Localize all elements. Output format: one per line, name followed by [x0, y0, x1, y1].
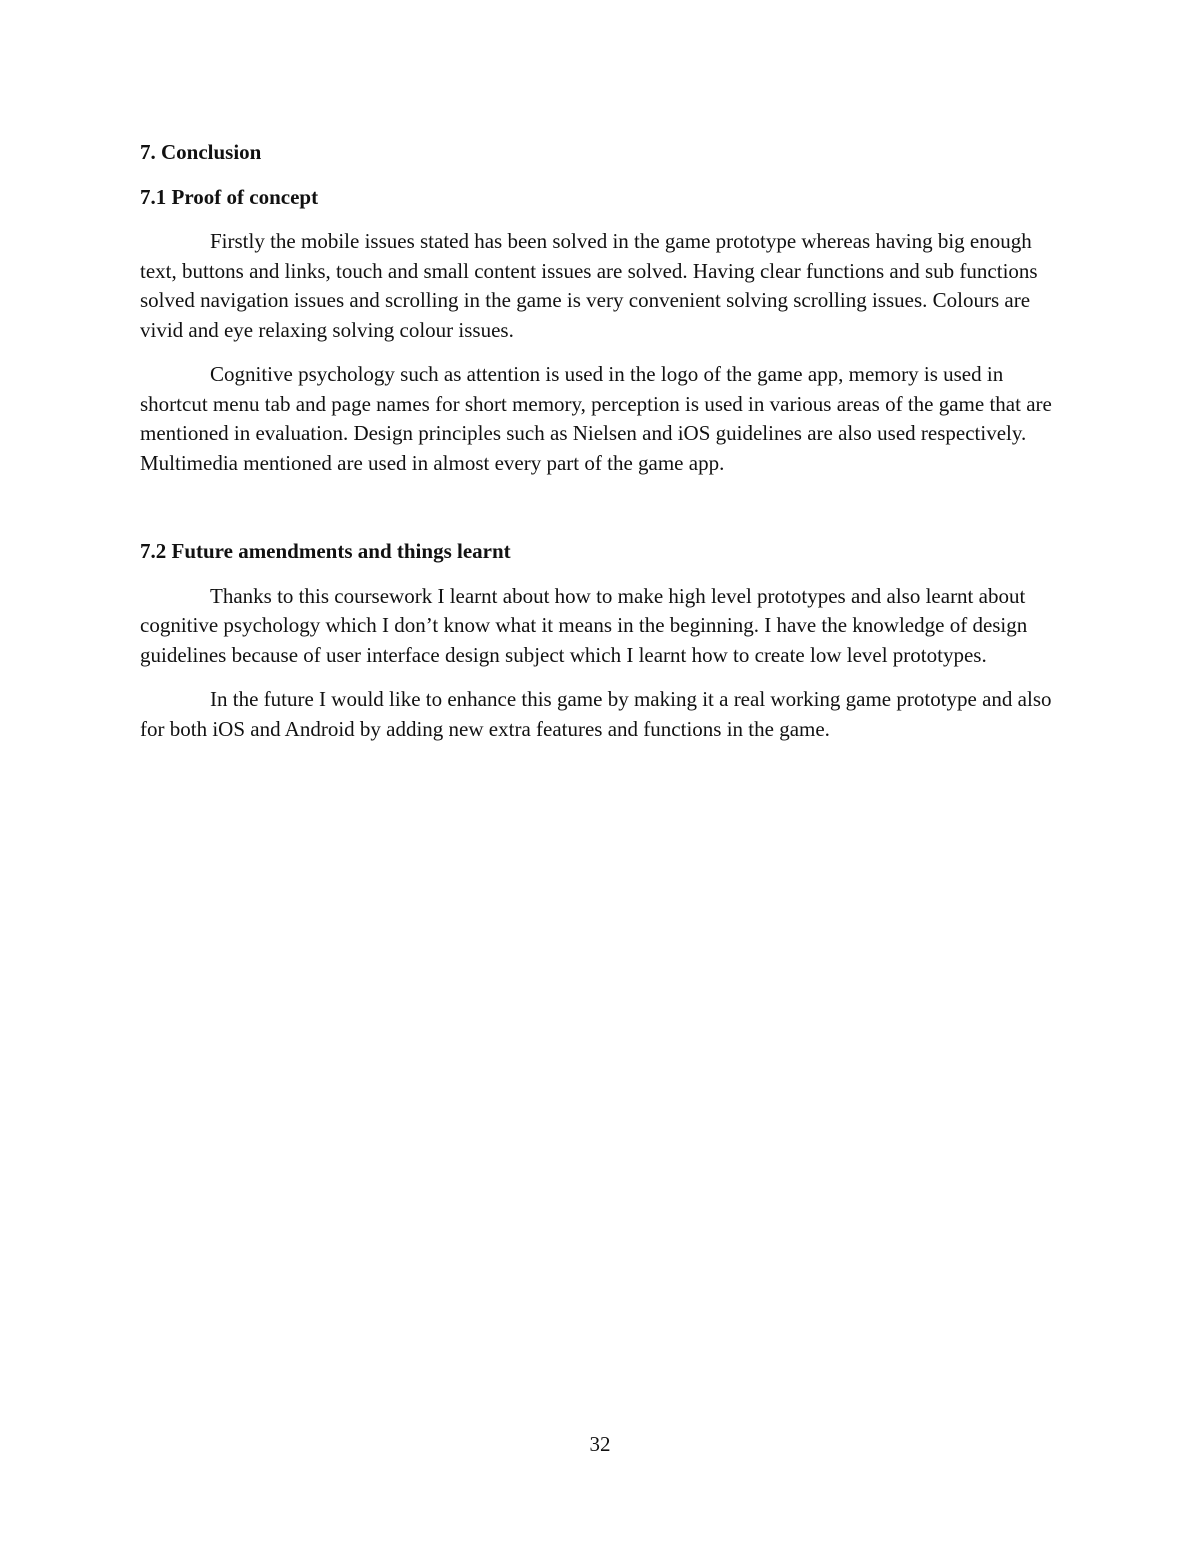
section-title: 7. Conclusion [140, 140, 262, 164]
subsection-title-proof-of-concept: 7.1 Proof of concept [140, 184, 319, 209]
paragraph: In the future I would like to enhance this game by making it a real working game prototype and also for both iOS and Android by adding new extra features and functions in the game. [140, 687, 1052, 741]
section-spacer [140, 493, 1065, 537]
page-number: 32 [589, 1432, 611, 1456]
page-content [140, 138, 1065, 759]
paragraph: Firstly the mobile issues stated has been solved in the game prototype whereas having big enough text, buttons and links, touch and small content issues are solved. Having clear functions and sub functions solved navigation issues and scrolling in the game is very convenient solving scrolling issues. Colours are vivid and eye relaxing solving colour issues. [140, 229, 1038, 342]
subsection-title-future-amendments: 7.2 Future amendments and things learnt [140, 539, 511, 563]
paragraph: Thanks to this coursework I learnt about how to make high level prototypes and also learnt about cognitive psychology which I don’t know what it means in the beginning. I have the knowledge of design guidelines because of user interface design subject which I learnt how to create low level prototypes. [140, 583, 1028, 667]
paragraph: Cognitive psychology such as attention is used in the logo of the game app, memory is used in shortcut menu tab and page names for short memory, perception is used in various areas of the game that are mentioned in evaluation. Design principles such as Nielsen and iOS guidelines are also used respectively. Multimedia mentioned are used in almost every part of the game app. [140, 362, 1052, 475]
